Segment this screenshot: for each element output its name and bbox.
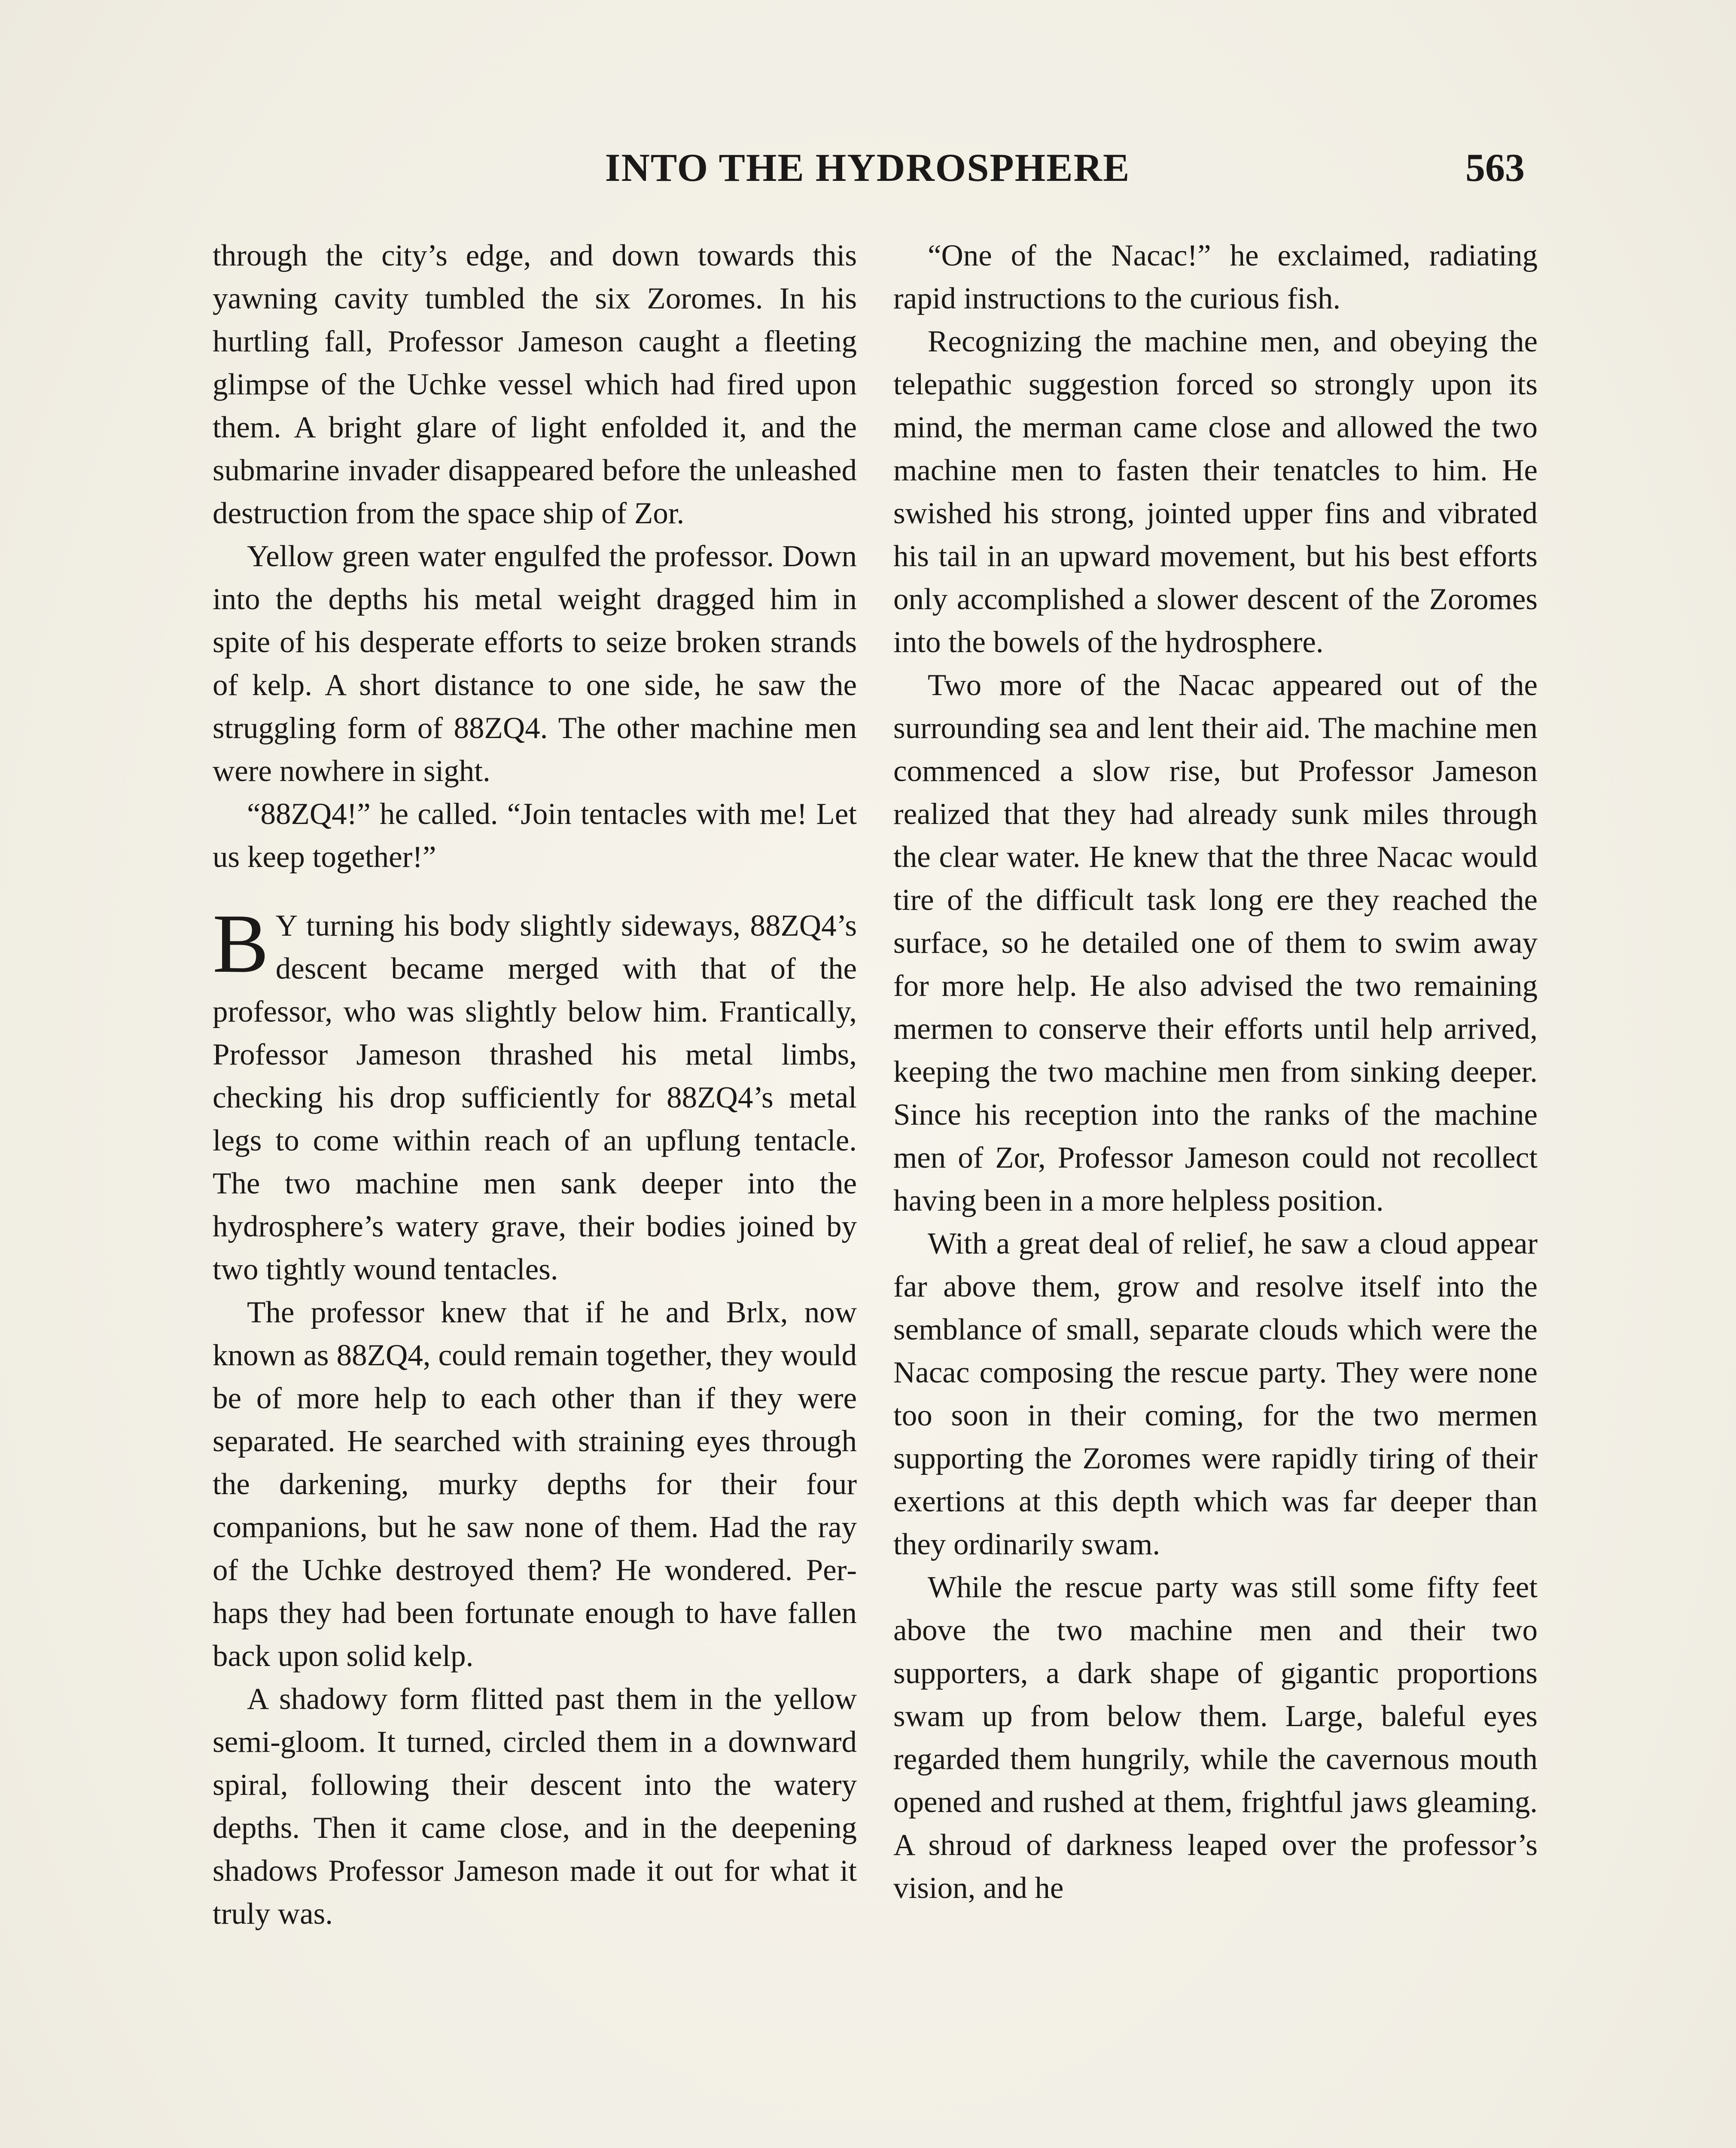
right-column [893, 234, 1538, 1910]
page-number: 563 [1465, 146, 1525, 189]
paragraph: Two more of the Nacac appeared out of the surrounding sea and lent their aid. The machine men commenced a slow rise, but Professor Jameson realized that they had already sunk miles through the clear water. He knew that the three Nacac would tire of the difficult task long ere they reached the surface, so he detailed one of them to swim away for more help. He also advised the two remaining mermen to conserve their efforts until help arrived, keeping the two machine men from sinking deeper. Since his reception into the ranks of the machine men of Zor, Professor Jameson could not recollect having been in a more helpless position. [893, 668, 1538, 1217]
paragraph: A shadowy form flitted past them in the yellow semi-gloom. It turned, circled them in a downward spiral, following their descent into the watery depths. Then it came close, and in the deepening shadows Professor Jameson made it out for what it truly was. [213, 1682, 857, 1931]
section-break [213, 879, 857, 904]
paragraph: Recognizing the machine men, and obeying the telepathic suggestion forced so strongly upon its mind, the merman came close and allowed the two machine men to fasten their tenatcles to him. He swished his strong, jointed upper fins and vibrated his tail in an upward movement, but his best efforts only accomplished a slower descent of the Zoromes into the bowels of the hydrosphere. [893, 325, 1538, 659]
paragraph: With a great deal of relief, he saw a cloud appear far above them, grow and resolve itself into the semblance of small, separate clouds which were the Nacac composing the rescue party. They were none too soon in their coming, for the two mermen supporting the Zoromes were rapidly tiring of their exertions at this depth which was far deeper than they ordinarily swam. [893, 1227, 1538, 1561]
drop-cap-paragraph [213, 897, 857, 1291]
left-column [213, 234, 857, 1935]
page-header [210, 142, 1525, 193]
paragraph: “88ZQ4!” he called. “Join tentacles with me! Let us keep together!” [213, 797, 857, 874]
paragraph-text: Y turning his body slightly sideways, 88ZQ4’s descent became merged with that of the professor, who was slightly below him. Frantically, Professor Jameson thrashed his metal limbs, checking his drop sufficiently for 88ZQ4’s metal legs to come within reach of an upflung tentacle. The two machine men sank deeper into the hydrosphere’s watery grave, their bodies joined by two tightly wound tentacles. [213, 909, 857, 1286]
paragraph: While the rescue party was still some fifty feet above the two machine men and their two supporters, a dark shape of gigantic proportions swam up from below them. Large, baleful eyes regarded them hungrily, while the cavernous mouth opened and rushed at them, frightful jaws gleaming. A shroud of darkness leaped over the professor’s vision, and he [893, 1571, 1538, 1905]
paragraph: Yellow green water engulfed the professor. Down into the depths his metal weight dragged him in spite of his desperate efforts to seize broken strands of kelp. A short distance to one side, he saw the struggling form of 88ZQ4. The other machine men were nowhere in sight. [213, 540, 857, 788]
paragraph: The professor knew that if he and Brlx, now known as 88ZQ4, could remain together, they would be of more help to each other than if they were separated. He searched with straining eyes through the darkening, murky depths for their four companions, but he saw none of them. Had the ray of the Uchke destroyed them? He wondered. Perhaps they had been fortunate enough to have fallen back upon solid kelp. [213, 1296, 857, 1673]
paragraph: through the city’s edge, and down towards this yawning cavity tumbled the six Zoromes. In his hurtling fall, Professor Jameson caught a fleeting glimpse of the Uchke vessel which had fired upon them. A bright glare of light enfolded it, and the submarine invader disappeared before the unleashed destruction from the space ship of Zor. [213, 239, 857, 530]
paragraph: “One of the Nacac!” he exclaimed, radiating rapid instructions to the curious fish. [893, 239, 1538, 315]
drop-cap: B [213, 897, 269, 990]
running-title: INTO THE HYDROSPHERE [605, 146, 1130, 189]
